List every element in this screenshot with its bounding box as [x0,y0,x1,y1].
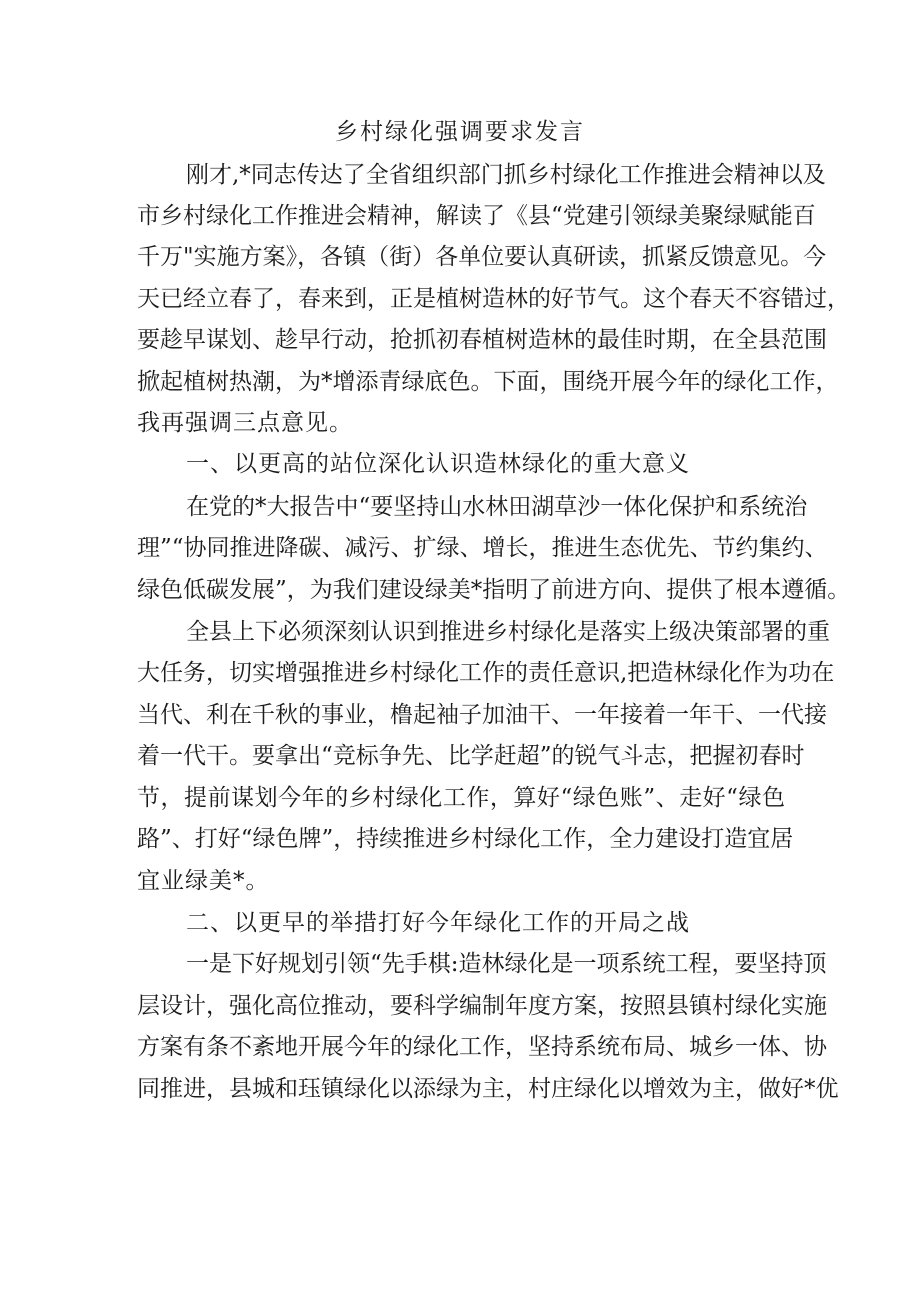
paragraph-line: 掀起植树热潮，为*增添青绿底色。下面，围绕开展今年的绿化工作， [137,369,839,395]
paragraph-line: 理”“协同推进降碳、减污、扩绿、增长，推进生态优先、节约集约、 [137,535,828,561]
paragraph-line: 节，提前谋划今年的乡村绿化工作，算好“绿色账”、走好“绿色 [137,785,785,811]
paragraph-line: 要趁早谋划、趁早行动，抢抓初春植树造林的最佳时期，在全县范围 [137,327,827,353]
paragraph-line: 大任务，切实增强推进乡村绿化工作的责任意识,把造林绿化作为功在 [137,660,835,686]
paragraph-line: 当代、利在千秋的事业，橹起袖子加油干、一年接着一年干、一代接 [137,702,827,728]
paragraph-line: 天已经立春了，春来到，正是植树造林的好节气。这个春天不容错过， [137,286,850,312]
paragraph-line: 宜业绿美*。 [137,868,270,894]
paragraph-line: 同推进，县城和珏镇绿化以添绿为主，村庄绿化以增效为主，做好*优 [137,1076,839,1102]
paragraph-line: 绿色低碳发展”，为我们建设绿美*指明了前进方向、提供了根本遵循。 [137,577,851,603]
document-title: 乡村绿化强调要求发言 [335,119,585,145]
paragraph-line: 层设计，强化高位推动，要科学编制年度方案，按照县镇村绿化实施 [137,993,827,1019]
paragraph-line: 千万"实施方案》，各镇（街）各单位要认真研读，抓紧反馈意见。今 [137,244,827,270]
paragraph-line: 着一代干。要拿出“竞标争先、比学赶超”的锐气斗志，把握初春时 [137,743,805,769]
paragraph-line: 全县上下必须深刻认识到推进乡村绿化是落实上级决策部署的重 [186,619,830,645]
paragraph-line: 路”、打好“绿色牌”，持续推进乡村绿化工作，全力建设打造宜居 [137,826,794,852]
paragraph-line: 在党的*大报告中“要坚持山水林田湖草沙一体化保护和系统治 [186,494,808,520]
section-heading-1: 一、以更高的站位深化认识造林绿化的重大意义 [186,451,690,477]
paragraph-line: 一是下好规划引领“先手棋:造林绿化是一项系统工程，要坚持顶 [186,951,827,977]
paragraph-line: 市乡村绿化工作推进会精神，解读了《县“党建引领绿美聚绿赋能百 [137,203,816,229]
section-heading-2: 二、以更早的举措打好今年绿化工作的开局之战 [186,910,690,936]
paragraph-line: 刚才,*同志传达了全省组织部门抓乡村绿化工作推进会精神以及 [186,162,826,188]
paragraph-line: 方案有条不紊地开展今年的绿化工作，坚持系统布局、城乡一体、协 [137,1034,827,1060]
paragraph-line: 我再强调三点意见。 [137,410,353,436]
